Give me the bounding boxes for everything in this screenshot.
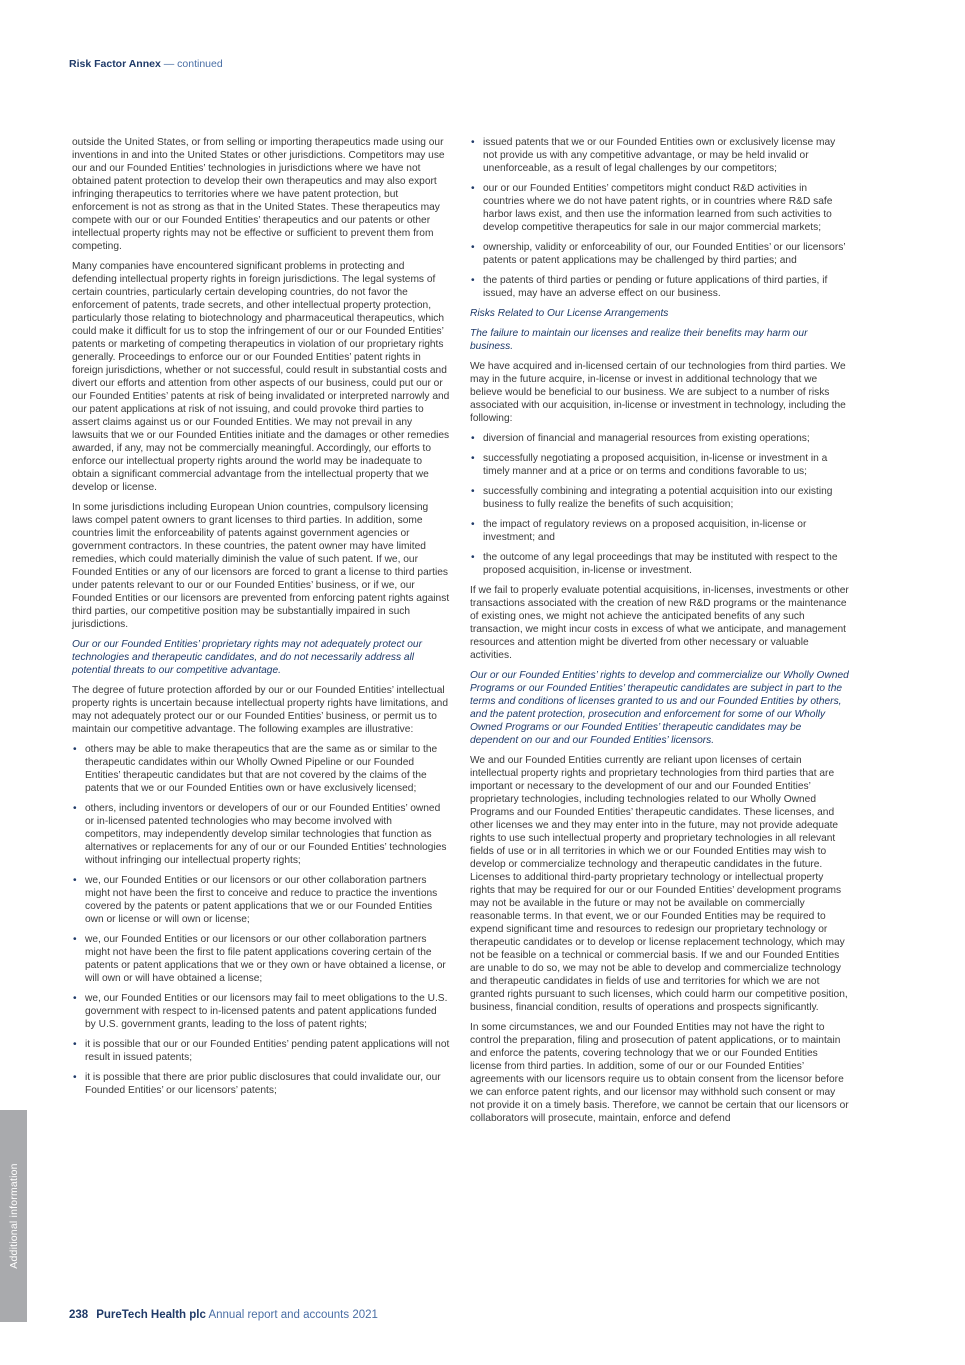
right-column <box>470 136 850 1132</box>
list-item: • successfully negotiating a proposed acquisition, in-license or investment in a timely manner and at a price or on terms and conditions favorable to us; <box>470 452 850 478</box>
list-item: • successfully combining and integrating a potential acquisition into our existing business to fully realize the benefits of such acquisition; <box>470 485 850 511</box>
bullet-list <box>470 432 850 577</box>
list-item: • the impact of regulatory reviews on a proposed acquisition, in-license or investment; and <box>470 518 850 544</box>
paragraph: The degree of future protection afforded by our or our Founded Entities’ intellectual property rights is uncertain because intellectual property rights have limitations, and may not adequately protect our or our Founded Entities’ business, or permit us to maintain our competitive advantage. The following examples are illustrative: <box>72 685 449 735</box>
page-footer <box>69 1309 378 1321</box>
paragraph: We have acquired and in-licensed certain of our technologies from third parties. We may in the future acquire, in-license or invest in additional technology that we believe would be beneficial to our business. We are subject to a number of risks associated with our acquisition, in-license or investment in technology, including the following: <box>470 361 846 424</box>
list-item: • our or our Founded Entities’ competitors might conduct R&D activities in countries where we do not have patent rights, or in countries where R&D safe harbor laws exist, and then use the information learned from such activities to develop competitive therapeutics for sale in our major commercial markets; <box>470 182 850 234</box>
list-item: • others may be able to make therapeutics that are the same as or similar to the therapeutic candidates within our Wholly Owned Pipeline or our Founded Entities’ therapeutic candidates but that are not covered by the claims of the patents that we or our Founded Entities own or have exclusively licensed; <box>72 743 450 795</box>
bullet-list <box>72 743 450 1097</box>
list-item: • the patents of third parties or pending or future applications of third parties, if issued, may have an adverse effect on our business. <box>470 274 850 300</box>
company-name: PureTech Health plc <box>96 1309 206 1321</box>
list-item: • ownership, validity or enforceability of our, our Founded Entities’ or our licensors’ patents or patent applications may be challenged by third parties; and <box>470 241 850 267</box>
list-item: • diversion of financial and managerial resources from existing operations; <box>470 432 850 445</box>
list-item: • we, our Founded Entities or our licensors may fail to meet obligations to the U.S. government with respect to in-licensed patents and patent applications funded by U.S. government grants, leading to the loss of patent rights; <box>72 992 450 1031</box>
list-item: • others, including inventors or developers of our or our Founded Entities’ owned or in-licensed patented technologies who may become involved with competitors, may independently develop similar technologies that function as alternatives or replacements for any of our or our Founded Entities’ technologies without infringing our intellectual property rights; <box>72 802 450 867</box>
section-heading: Risks Related to Our License Arrangements <box>470 308 669 319</box>
report-title: Annual report and accounts 2021 <box>208 1309 378 1321</box>
header-section: Risk Factor Annex <box>69 58 161 70</box>
list-item: • we, our Founded Entities or our licensors or our other collaboration partners might not have been the first to conceive and reduce to practice the inventions covered by the patents or patent applications that we or our Founded Entities own or license or will own or license; <box>72 874 450 926</box>
paragraph: We and our Founded Entities currently are reliant upon licenses of certain intellectual property rights and proprietary technologies from third parties that are important or necessary to the development of our and our Founded Entities’ proprietary technologies, including technologies related to our Wholly Owned Programs and our Founded Entities’ therapeutic candidates. These licenses, and other licenses we and they may enter into in the future, may not provide adequate rights to use such intellectual property and proprietary technologies in all relevant fields of use or in all territories in which we or our Founded Entities may wish to develop or commercialize technology and therapeutic candidates in the future. Licenses to additional third-party proprietary technology or intellectual property rights that may be required for our or our Founded Entities’ development programs may not be available in the future or may not be available on commercially reasonable terms. In that event, we or our Founded Entities may be required to expend significant time and resources to redesign our proprietary technology or therapeutic candidates or to develop or license replacement technology, which may not be feasible on a technical or commercial basis. If we and our Founded Entities are unable to do so, we may not be able to develop and commercialize technology and therapeutic candidates in fields of use and territories for which we are not granted rights pursuant to such licenses, which could harm our competitive position, business, financial condition, results of operations and prospects significantly. <box>470 755 848 1013</box>
paragraph: If we fail to properly evaluate potential acquisitions, in-licenses, investments or other transactions associated with the creation of new R&D programs or the maintenance of existing ones, we might not achieve the anticipated benefits of any such transaction, we might incur costs in excess of what we anticipate, and management resources and attention might be diverted from other necessary or valuable activities. <box>470 585 849 661</box>
bullet-list <box>470 136 850 300</box>
page-number: 238 <box>69 1309 89 1321</box>
running-header <box>69 58 223 70</box>
paragraph: In some circumstances, we and our Founded Entities may not have the right to control the preparation, filing and prosecution of patent applications, or to maintain and enforce the patents, covering technology that we or our Founded Entities license from third parties. In addition, some of our or our Founded Entities’ agreements with our licensors require us to obtain consent from the licensor before we can enforce patent rights, and our licensor may withhold such consent or may not provide it on a timely basis. Therefore, we cannot be certain that our licensors or collaborators will prosecute, maintain, enforce and defend <box>470 1022 849 1124</box>
side-tab-label: Additional information <box>7 1163 20 1269</box>
list-item: • we, our Founded Entities or our licensors or our other collaboration partners might not have been the first to file patent applications covering certain of the patents or patent applications that we or they own or have obtained a license, or will own or will have obtained a license; <box>72 933 450 985</box>
paragraph: outside the United States, or from selling or importing therapeutics made using our inventions in and into the United States or other jurisdictions. Competitors may use our and our Founded Entities’ technologies in jurisdictions where we have not obtained patent protection to develop their own therapeutics and may also export infringing therapeutics to territories where we have patent protection, but enforcement is not as strong as that in the United States. These therapeutics may compete with our or our Founded Entities’ therapeutics and our patents or other intellectual property rights may not be effective or sufficient to prevent them from competing. <box>72 137 445 252</box>
paragraph: In some jurisdictions including European Union countries, compulsory licensing laws compel patent owners to grant licenses to third parties. In addition, some countries limit the enforceability of patents against government agencies or government contractors. In these countries, the patent owner may have limited remedies, which could materially diminish the value of such patent. If we, our Founded Entities or any of our licensors are forced to grant a license to third parties under patents relevant to our or our Founded Entities’ business, or if we, our Founded Entities or our licensors are prevented from enforcing patent rights against third parties, our competitive position may be substantially impaired in such jurisdictions. <box>72 502 450 630</box>
paragraph: Many companies have encountered significant problems in protecting and defending intellectual property rights in foreign jurisdictions. The legal systems of certain countries, particularly certain developing countries, do not favor the enforcement of patents, trade secrets, and other intellectual property protection, particularly those relating to biotechnology and pharmaceutical therapeutics, which could make it difficult for us to stop the infringement of our or our Founded Entities’ patents or marketing of competing therapeutics in violation of our proprietary rights generally. Proceedings to enforce our or our Founded Entities’ patent rights in foreign jurisdictions, whether or not successful, could result in substantial costs and divert our efforts and attention from other aspects of our business, could put our or our Founded Entities’ patents at risk of being invalidated or interpreted narrowly and our patent applications at risk of not issuing, and could provoke third parties to assert claims against us or our Founded Entities. We may not prevail in any lawsuits that we or our Founded Entities initiate and the damages or other remedies awarded, if any, may not be commercially meaningful. Accordingly, our efforts to enforce our intellectual property rights around the world may be inadequate to obtain a significant commercial advantage from the intellectual property that we develop or license. <box>72 261 450 493</box>
list-item: • it is possible that there are prior public disclosures that could invalidate our, our Founded Entities’ or our licensors’ patents; <box>72 1071 450 1097</box>
subheading: The failure to maintain our licenses and realize their benefits may harm our business. <box>470 328 808 352</box>
list-item: • it is possible that our or our Founded Entities’ pending patent applications will not result in issued patents; <box>72 1038 450 1064</box>
header-continued: — continued <box>160 58 223 70</box>
list-item: • the outcome of any legal proceedings that may be instituted with respect to the proposed acquisition, in-license or investment. <box>470 551 850 577</box>
list-item: • issued patents that we or our Founded Entities own or exclusively license may not provide us with any competitive advantage, or may be held invalid or unenforceable, as a result of legal challenges by our competitors; <box>470 136 850 175</box>
section-side-tab[interactable] <box>0 1110 27 1322</box>
left-column <box>72 136 450 1104</box>
subheading: Our or our Founded Entities’ proprietary rights may not adequately protect our technologies and therapeutic candidates, and do not necessarily address all potential threats to our competitive advantage. <box>72 639 422 676</box>
subheading: Our or our Founded Entities’ rights to develop and commercialize our Wholly Owned Programs or our Founded Entities’ therapeutic candidates are subject in part to the terms and conditions of licenses granted to us and our Founded Entities by others, and the patent protection, prosecution and enforcement for some of our Wholly Owned Programs or our Founded Entities’ therapeutic candidates may be dependent on our and our Founded Entities’ licensors. <box>470 670 849 746</box>
